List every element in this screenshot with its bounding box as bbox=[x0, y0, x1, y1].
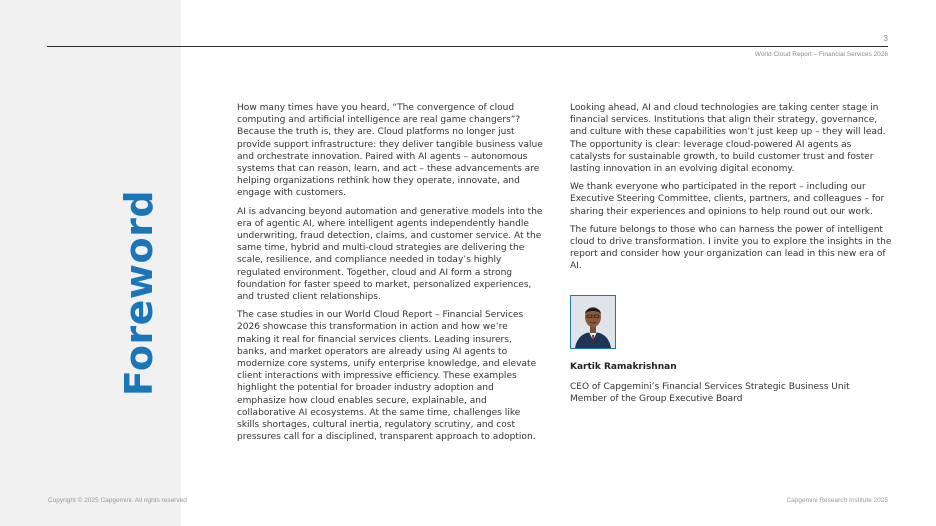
paragraph: We thank everyone who participated in the report – including our Executive Steering Committee, clients, partners, and colleagues – for sharing their experiences and opinions to help round out our work. bbox=[570, 182, 885, 217]
page-number: 3 bbox=[883, 34, 888, 43]
paragraph: Looking ahead, AI and cloud technologies are taking center stage in financial services. Institutions that align their strategy, governance, and culture with these capabilities won’t just keep up – they will lead. The opportunity is clear: leverage cloud-powered AI agents as catalysts for sustainable growth, to build customer trust and foster lasting innovation in an evolving digital economy. bbox=[570, 103, 886, 175]
sidebar-panel bbox=[0, 0, 181, 526]
report-title: World Cloud Report – Financial Services 2026 bbox=[754, 51, 888, 58]
left-text-column bbox=[237, 102, 543, 449]
author-portrait bbox=[570, 295, 616, 349]
paragraph: AI is advancing beyond automation and generative models into the era of agentic AI, where intelligent agents independently handle underwriting, fraud detection, claims, and customer service. At the same time, hybrid and multi-cloud strategies are delivering the scale, resilience, and compliance needed in today’s highly regulated environment. Together, cloud and AI form a strong foundation for faster speed to market, personalized experiences, and trusted client relationships. bbox=[237, 206, 543, 303]
author-role-line: Member of the Group Executive Board bbox=[570, 394, 743, 404]
page-title: Foreword bbox=[117, 189, 161, 397]
right-text-column bbox=[570, 102, 892, 279]
author-name: Kartik Ramakrishnan bbox=[570, 362, 677, 372]
header-divider bbox=[47, 46, 888, 47]
footer-institute: Capgemini Research Institute 2025 bbox=[786, 497, 888, 504]
copyright-notice: Copyright © 2025 Capgemini. All rights reserved bbox=[48, 497, 187, 504]
author-role bbox=[570, 381, 850, 405]
paragraph: How many times have you heard, “The convergence of cloud computing and artificial intelligence are real game changers”? Because the truth is, they are. Cloud platforms no longer just provide support infrastructure: they deliver tangible business value and orchestrate innovation. Paired with AI agents – autonomous systems that can reason, learn, and act – these advancements are helping organizations rethink how they operate, innovate, and engage with customers. bbox=[237, 103, 543, 199]
paragraph: The case studies in our World Cloud Report – Financial Services 2026 showcase this transformation in action and how we’re making it real for financial services clients. Leading insurers, banks, and market operators are already using AI agents to modernize core systems, unify enterprise knowledge, and elevate client interactions with impressive efficiency. These examples highlight the potential for broader industry adoption and emphasize how cloud enables secure, explainable, and collaborative AI ecosystems. At the same time, challenges like skills shortages, cultural inertia, regulatory scrutiny, and cost pressures call for a disciplined, transparent approach to adoption. bbox=[237, 310, 537, 443]
author-role-line: CEO of Capgemini’s Financial Services Strategic Business Unit bbox=[570, 382, 850, 392]
paragraph: The future belongs to those who can harness the power of intelligent cloud to drive transformation. I invite you to explore the insights in the report and consider how your organization can lead in this new era of AI. bbox=[570, 224, 892, 272]
